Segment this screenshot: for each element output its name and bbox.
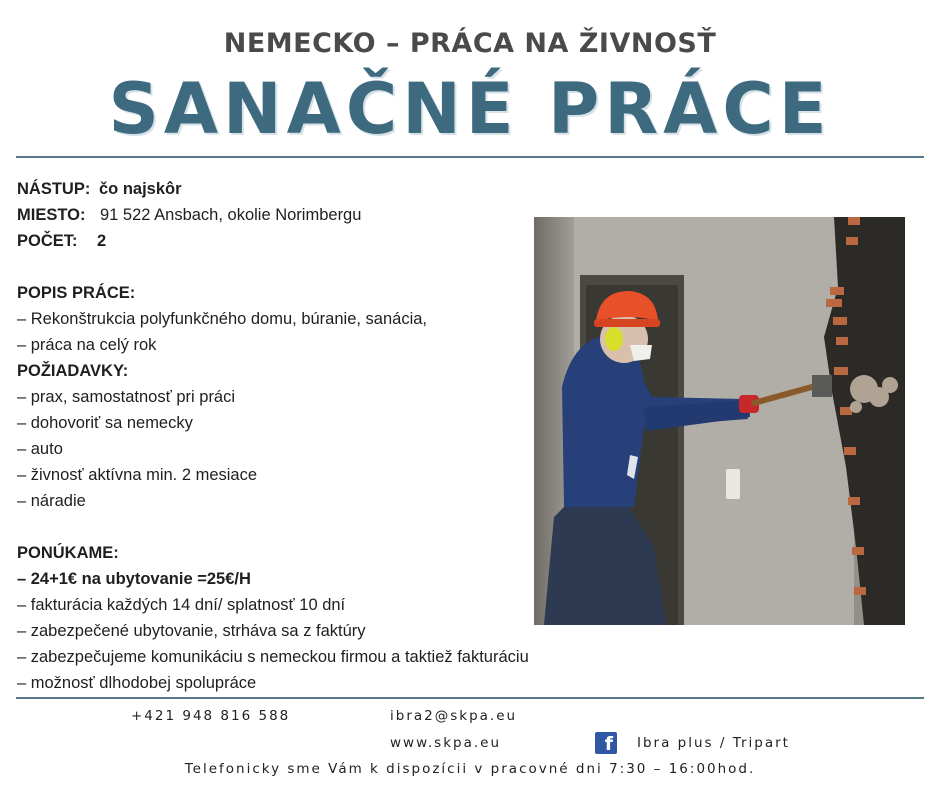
- start-label: NÁSTUP:: [17, 180, 91, 198]
- offer-rate: – 24+1€ na ubytovanie =25€/H: [17, 570, 251, 588]
- facebook-icon[interactable]: f: [595, 732, 617, 754]
- job-details: [17, 176, 617, 696]
- footer-email[interactable]: ibra2@skpa.eu: [390, 708, 518, 724]
- count-label: POČET:: [17, 232, 78, 250]
- header-subtitle: NEMECKO – PRÁCA NA ŽIVNOSŤ: [223, 28, 717, 59]
- count-row: [17, 228, 617, 254]
- requirement-item: – prax, samostatnosť pri práci: [17, 388, 236, 406]
- location-value: 91 522 Ansbach, okolie Norimbergu: [100, 206, 362, 224]
- start-value: čo najskôr: [99, 180, 182, 198]
- worker-demolishing-wall-photo: [534, 217, 905, 625]
- requirement-item: – auto: [17, 440, 63, 458]
- job-description-item: – práca na celý rok: [17, 336, 157, 354]
- job-description-heading: POPIS PRÁCE:: [17, 284, 136, 302]
- top-divider: [16, 156, 924, 158]
- footer-facebook[interactable]: Ibra plus / Tripart: [637, 735, 790, 751]
- requirement-item: – dohovoriť sa nemecky: [17, 414, 193, 432]
- footer-website[interactable]: www.skpa.eu: [390, 735, 502, 751]
- count-value: 2: [97, 232, 107, 250]
- offer-item: – možnosť dlhodobej spolupráce: [17, 674, 257, 692]
- footer-availability-note: Telefonicky sme Vám k dispozícii v pracovné dni 7:30 – 16:00hod.: [184, 761, 756, 777]
- offer-item: – fakturácia každých 14 dní/ splatnosť 10 dní: [17, 596, 346, 614]
- footer-phone[interactable]: +421 948 816 588: [131, 708, 291, 724]
- location-row: [17, 202, 617, 228]
- requirements-heading: POŽIADAVKY:: [17, 362, 129, 380]
- requirement-item: – živnosť aktívna min. 2 mesiace: [17, 466, 258, 484]
- page-title: SANAČNÉ PRÁCE: [108, 68, 832, 150]
- bottom-divider: [16, 697, 924, 699]
- job-description-item: – Rekonštrukcia polyfunkčného domu, búranie, sanácia,: [17, 310, 427, 328]
- offer-item: – zabezpečujeme komunikáciu s nemeckou firmou a taktiež fakturáciu: [17, 648, 529, 666]
- requirement-item: – náradie: [17, 492, 86, 510]
- location-label: MIESTO:: [17, 206, 86, 224]
- offer-heading: PONÚKAME:: [17, 544, 119, 562]
- start-row: [17, 176, 617, 202]
- offer-item: – zabezpečené ubytovanie, strháva sa z faktúry: [17, 622, 366, 640]
